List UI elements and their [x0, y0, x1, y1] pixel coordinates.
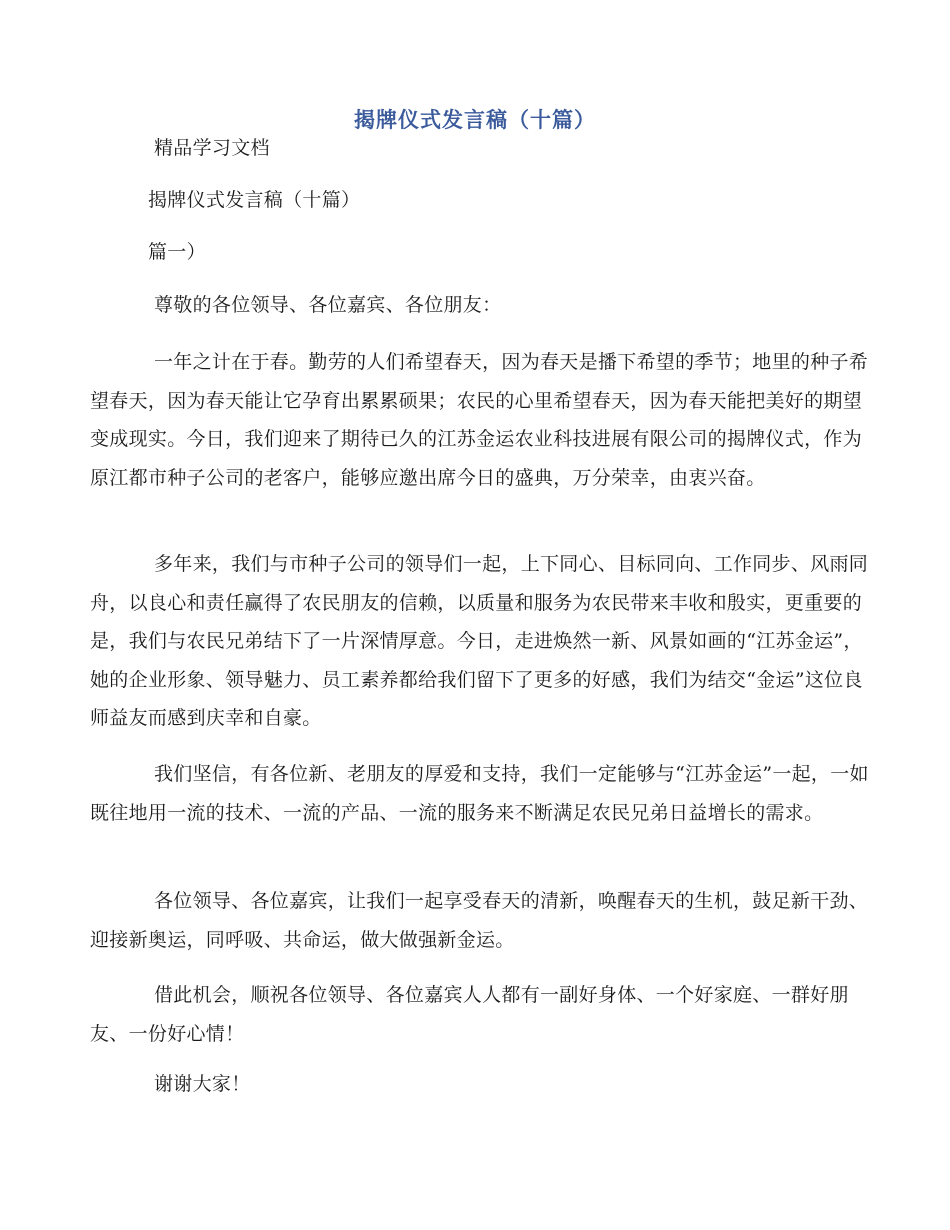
header-note: 精品学习文档	[154, 137, 270, 159]
salutation: 尊敬的各位领导、各位嘉宾、各位朋友：	[154, 294, 502, 316]
paragraph-4: 各位领导、各位嘉宾，让我们一起享受春天的清新，唤醒春天的生机，鼓足新干劲、迎接新奥运，同呼吸、共命运，做大做强新金运。	[90, 890, 869, 951]
paragraph-2: 多年来，我们与市种子公司的领导们一起，上下同心、目标同向、工作同步、风雨同舟，以良心和责任赢得了农民朋友的信赖，以质量和服务为农民带来丰收和殷实，更重要的是，我们与农民兄弟结下了一片深情厚意。今日，走进焕然一新、风景如画的“江苏金运”，她的企业形象、领导魅力、员工素养都给我们留下了更多的好感，我们为结交“金运”这位良师益友而感到庆幸和自豪。	[90, 553, 869, 729]
paragraph-3: 我们坚信，有各位新、老朋友的厚爱和支持，我们一定能够与“江苏金运”一起，一如既往地用一流的技术、一流的产品、一流的服务来不断满足农民兄弟日益增长的需求。	[90, 763, 869, 824]
closing-line: 谢谢大家！	[154, 1073, 251, 1095]
document-subtitle: 揭牌仪式发言稿（十篇）	[148, 189, 361, 211]
section-label: 篇一）	[148, 241, 206, 263]
document-title: 揭牌仪式发言稿（十篇）	[354, 107, 596, 132]
paragraph-5: 借此机会，顺祝各位领导、各位嘉宾人人都有一副好身体、一个好家庭、一群好朋友、一份好心情！	[90, 984, 849, 1045]
paragraph-1: 一年之计在于春。勤劳的人们希望春天，因为春天是播下希望的季节；地里的种子希望春天，因为春天能让它孕育出累累硕果；农民的心里希望春天，因为春天能把美好的期望变成现实。今日，我们迎来了期待已久的江苏金运农业科技进展有限公司的揭牌仪式，作为原江都市种子公司的老客户，能够应邀出席今日的盛典，万分荣幸，由衷兴奋。	[90, 351, 869, 489]
